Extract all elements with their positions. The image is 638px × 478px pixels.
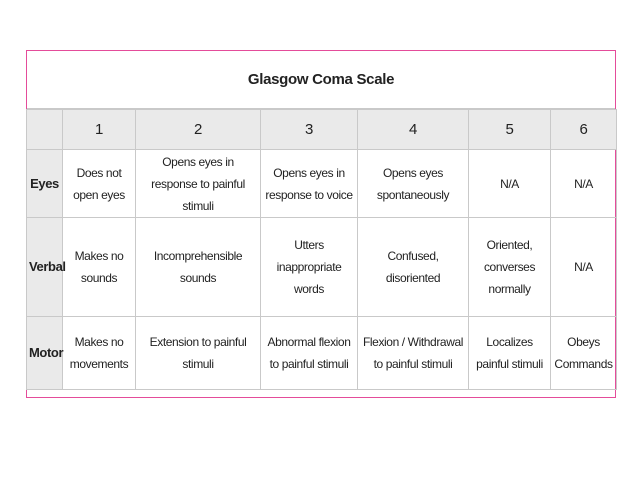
header-score-1: 1 <box>63 110 136 150</box>
header-score-6: 6 <box>551 110 617 150</box>
cell-motor-5: Localizes painful stimuli <box>469 317 551 390</box>
cell-eyes-4: Opens eyes spontaneously <box>358 150 469 218</box>
cell-verbal-6: N/A <box>551 218 617 317</box>
table-row-verbal <box>27 218 617 317</box>
cell-verbal-1: Makes no sounds <box>63 218 136 317</box>
cell-motor-4: Flexion / Withdrawal to painful stimuli <box>358 317 469 390</box>
cell-verbal-4: Confused, disoriented <box>358 218 469 317</box>
header-score-4: 4 <box>358 110 469 150</box>
cell-eyes-1: Does not open eyes <box>63 150 136 218</box>
header-score-3: 3 <box>261 110 358 150</box>
cell-motor-2: Extension to painful stimuli <box>136 317 261 390</box>
cell-eyes-6: N/A <box>551 150 617 218</box>
row-label-eyes: Eyes <box>27 150 63 218</box>
header-score-2: 2 <box>136 110 261 150</box>
table-row-motor <box>27 317 617 390</box>
row-label-verbal: Verbal <box>27 218 63 317</box>
cell-eyes-2: Opens eyes in response to painful stimuli <box>136 150 261 218</box>
cell-verbal-2: Incomprehensible sounds <box>136 218 261 317</box>
cell-verbal-5: Oriented, converses normally <box>469 218 551 317</box>
row-label-motor: Motor <box>27 317 63 390</box>
cell-motor-6: Obeys Commands <box>551 317 617 390</box>
header-corner <box>27 110 63 150</box>
gcs-table <box>26 109 617 390</box>
cell-motor-1: Makes no movements <box>63 317 136 390</box>
cell-verbal-3: Utters inappropriate words <box>261 218 358 317</box>
cell-eyes-3: Opens eyes in response to voice <box>261 150 358 218</box>
header-row <box>27 110 617 150</box>
cell-motor-3: Abnormal flexion to painful stimuli <box>261 317 358 390</box>
cell-eyes-5: N/A <box>469 150 551 218</box>
gcs-table-frame <box>26 50 616 398</box>
table-row-eyes <box>27 150 617 218</box>
table-title: Glasgow Coma Scale <box>27 51 615 109</box>
header-score-5: 5 <box>469 110 551 150</box>
